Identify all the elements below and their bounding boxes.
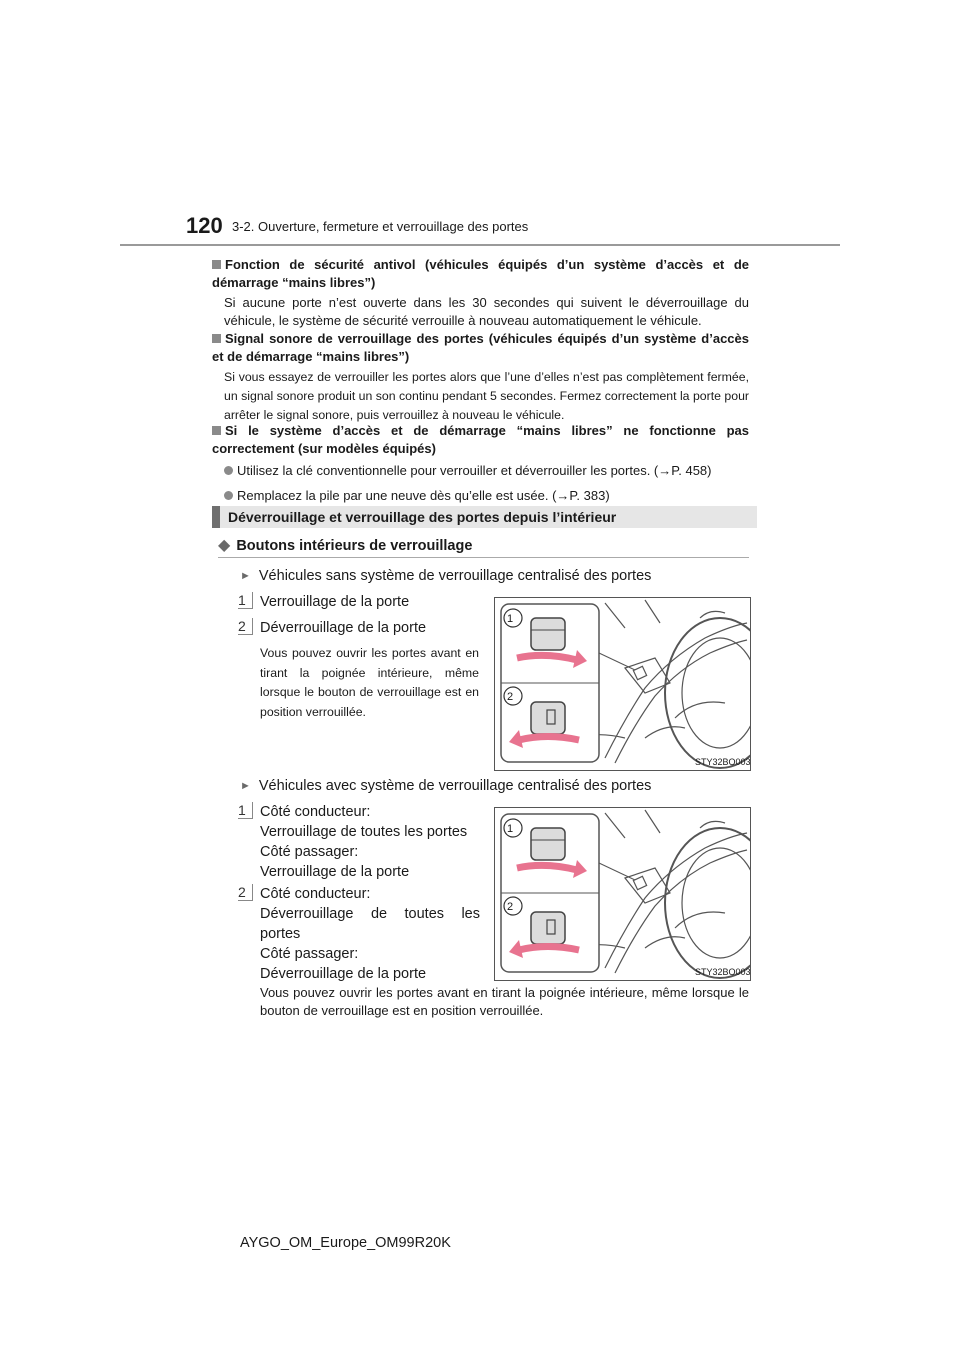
round-bullet-icon xyxy=(224,466,233,475)
case-title: Véhicules avec système de verrouillage centralisé des portes xyxy=(258,778,652,794)
document-id: AYGO_OM_Europe_OM99R20K xyxy=(240,1235,451,1251)
callout-number-2: 2 xyxy=(238,618,253,635)
square-bullet-icon xyxy=(212,426,221,435)
breadcrumb: 3-2. Ouverture, fermeture et verrouillage des portes xyxy=(232,219,529,234)
header-divider xyxy=(120,244,840,246)
callout-number-2: 2 xyxy=(238,884,253,901)
note-smart-key-malfunction xyxy=(212,422,749,505)
item-lock-text: Verrouillage de la porte xyxy=(260,594,410,610)
note-title: Fonction de sécurité antivol (véhicules équipés d’un système d’accès et de démarrage “mains libres”) xyxy=(212,257,749,290)
figure-code: STY32BO003 xyxy=(695,967,751,977)
diamond-icon: ◆ xyxy=(218,537,231,554)
note-title: Signal sonore de verrouillage des portes (véhicules équipés d’un système d’accès et de démarrage “mains libres”) xyxy=(212,331,749,364)
callout-number-1: 1 xyxy=(238,592,253,609)
figure-callout-2: 2 xyxy=(507,691,514,703)
figure-callout-1: 1 xyxy=(507,823,514,835)
subheading-text: Boutons intérieurs de verrouillage xyxy=(236,538,473,554)
square-bullet-icon xyxy=(212,334,221,343)
item-lock-text: Côté conducteur: Verrouillage de toutes les portes Côté passager: Verrouillage de la porte xyxy=(260,804,468,880)
bullet-text: Utilisez la clé conventionnelle pour verrouiller et déverrouiller les portes. (→P. 458) xyxy=(237,463,712,478)
door-lock-drawing xyxy=(495,808,750,980)
case-note: Vous pouvez ouvrir les portes avant en tirant la poignée intérieure, même lorsque le bouton de verrouillage est en position verrouillée. xyxy=(260,646,479,719)
list-item xyxy=(212,487,749,505)
figure-callout-1: 1 xyxy=(507,613,514,625)
case-note: Vous pouvez ouvrir les portes avant en tirant la poignée intérieure, même lorsque le bouton de verrouillage est en position verrouillée. xyxy=(260,985,749,1018)
round-bullet-icon xyxy=(224,491,233,500)
figure-callout-2: 2 xyxy=(507,901,514,913)
section-title-bar xyxy=(212,506,757,528)
list-item xyxy=(212,462,749,480)
square-bullet-icon xyxy=(212,260,221,269)
figure-code: STY32BO003 xyxy=(695,757,751,767)
subheading-divider xyxy=(218,557,749,558)
note-antitheft xyxy=(212,256,749,330)
note-text: Si vous essayez de verrouiller les portes alors que l’une d’elles n’est pas complètement fermée, un signal sonore produit un son continu pendant 5 secondes. Fermez correctement la porte pour arrêter le signal sonore, puis verrouillez à nouveau le véhicule. xyxy=(224,370,749,422)
page-number: 120 xyxy=(186,213,223,238)
triangle-arrow-icon: ► xyxy=(240,780,251,792)
door-lock-drawing xyxy=(495,598,750,770)
case-heading-2 xyxy=(240,776,750,796)
case-heading-1 xyxy=(240,566,750,586)
subheading xyxy=(218,536,748,556)
bullet-text: Remplacez la pile par une neuve dès qu’elle est usée. (→P. 383) xyxy=(237,488,610,503)
note-text: Si aucune porte n’est ouverte dans les 30 secondes qui suivent le déverrouillage du véhicule, le système de sécurité verrouille à nouveau automatiquement le véhicule. xyxy=(224,295,749,328)
door-lock-illustration-2 xyxy=(494,807,751,981)
item-unlock-text: Déverrouillage de la porte xyxy=(260,620,427,636)
case-title: Véhicules sans système de verrouillage centralisé des portes xyxy=(258,568,652,584)
section-title: Déverrouillage et verrouillage des portes depuis l’intérieur xyxy=(228,509,617,525)
note-door-buzzer xyxy=(212,330,749,425)
note-title: Si le système d’accès et de démarrage “mains libres” ne fonctionne pas correctement (sur modèles équipés) xyxy=(212,423,749,456)
callout-number-1: 1 xyxy=(238,802,253,819)
triangle-arrow-icon: ► xyxy=(240,570,251,582)
door-lock-illustration-1 xyxy=(494,597,751,771)
item-unlock-text: Côté conducteur: Déverrouillage de toutes les portes Côté passager: Déverrouillage de la porte xyxy=(260,886,480,982)
